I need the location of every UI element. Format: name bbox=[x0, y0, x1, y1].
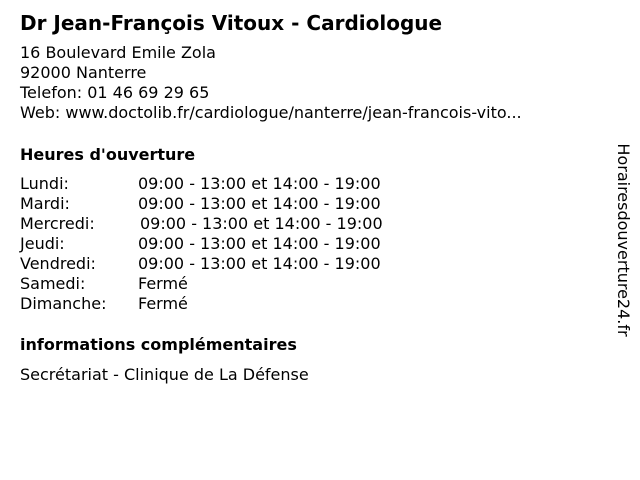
hours-row-sunday bbox=[20, 294, 440, 314]
opening-hours-table bbox=[20, 174, 440, 314]
day-label: Vendredi: bbox=[20, 254, 96, 273]
opening-hours-heading: Heures d'ouverture bbox=[20, 145, 196, 164]
hours-row-wednesday bbox=[20, 214, 440, 234]
day-label: Mardi: bbox=[20, 194, 70, 213]
hours-value: 09:00 - 13:00 et 14:00 - 19:00 bbox=[138, 194, 381, 213]
hours-value: Fermé bbox=[138, 274, 188, 293]
additional-info-heading: informations complémentaires bbox=[20, 335, 297, 354]
hours-value: 09:00 - 13:00 et 14:00 - 19:00 bbox=[140, 214, 383, 233]
hours-value: 09:00 - 13:00 et 14:00 - 19:00 bbox=[138, 254, 381, 273]
hours-row-tuesday bbox=[20, 194, 440, 214]
hours-row-thursday bbox=[20, 234, 440, 254]
day-label: Lundi: bbox=[20, 174, 69, 193]
additional-info-text: Secrétariat - Clinique de La Défense bbox=[20, 365, 309, 384]
page-title: Dr Jean-François Vitoux - Cardiologue bbox=[20, 11, 443, 35]
phone-number: Telefon: 01 46 69 29 65 bbox=[20, 83, 210, 102]
website-text: Web: www.doctolib.fr/cardiologue/nanterre/jean-francois-vito... bbox=[20, 103, 522, 122]
day-label: Samedi: bbox=[20, 274, 86, 293]
hours-row-saturday bbox=[20, 274, 440, 294]
hours-value: Fermé bbox=[138, 294, 188, 313]
day-label: Mercredi: bbox=[20, 214, 95, 233]
street-address: 16 Boulevard Emile Zola bbox=[20, 43, 216, 62]
hours-row-friday bbox=[20, 254, 440, 274]
day-label: Dimanche: bbox=[20, 294, 107, 313]
address-block bbox=[20, 43, 522, 123]
day-label: Jeudi: bbox=[20, 234, 65, 253]
hours-row-monday bbox=[20, 174, 440, 194]
site-brand-watermark: Horairesdouverture24.fr bbox=[614, 143, 633, 337]
hours-value: 09:00 - 13:00 et 14:00 - 19:00 bbox=[138, 174, 381, 193]
hours-value: 09:00 - 13:00 et 14:00 - 19:00 bbox=[138, 234, 381, 253]
city-address: 92000 Nanterre bbox=[20, 63, 147, 82]
